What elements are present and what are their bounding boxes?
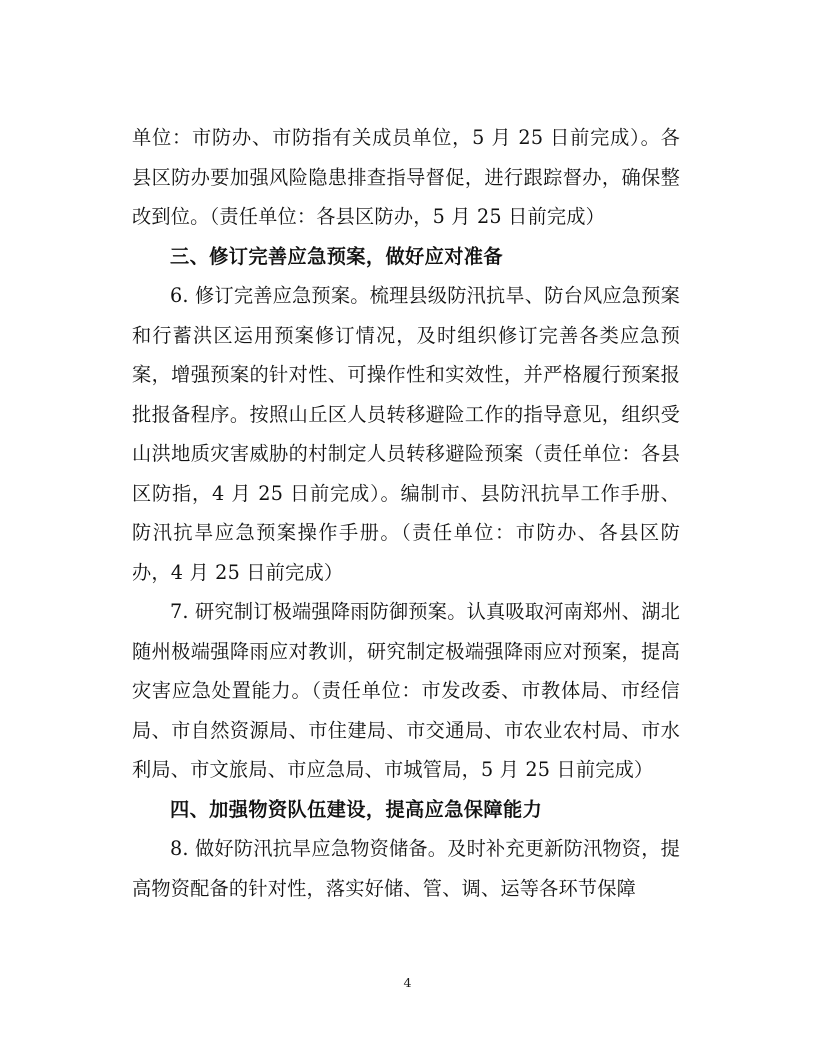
paragraph-continued: 单位：市防办、市防指有关成员单位，5 月 25 日前完成）。各县区防办要加强风险隐患排查指导督促，进行跟踪督办，确保整改到位。（责任单位：各县区防办，5 月 25 日前完成） <box>132 126 680 228</box>
paragraph-item-8: 8. 做好防汛抗旱应急物资储备。及时补充更新防汛物资，提高物资配备的针对性，落实好储、管、调、运等各环节保障 <box>132 837 680 900</box>
paragraph-item-7: 7. 研究制订极端强降雨防御预案。认真吸取河南郑州、湖北随州极端强降雨应对教训，研究制定极端强降雨应对预案，提高灾害应急处置能力。（责任单位：市发改委、市教体局、市经信局、市自然资源局、市住建局、市交通局、市农业农村局、市水利局、市文旅局、市应急局、市城管局，5 月 25 日前完成） <box>132 600 680 781</box>
document-body <box>132 118 680 908</box>
section-heading-four: 四、加强物资队伍建设，提高应急保障能力 <box>170 797 543 821</box>
section-heading-three: 三、修订完善应急预案，做好应对准备 <box>170 244 503 268</box>
page-number: 4 <box>403 975 412 990</box>
paragraph-item-6: 6. 修订完善应急预案。梳理县级防汛抗旱、防台风应急预案和行蓄洪区运用预案修订情况，及时组织修订完善各类应急预案，增强预案的针对性、可操作性和实效性，并严格履行预案报批报备程序。按照山丘区人员转移避险工作的指导意见，组织受山洪地质灾害威胁的村制定人员转移避险预案（责任单位：各县区防指，4 月 25 日前完成）。编制市、县防汛抗旱工作手册、防汛抗旱应急预案操作手册。（责任单位：市防办、各县区防办，4 月 25 日前完成） <box>132 284 680 584</box>
